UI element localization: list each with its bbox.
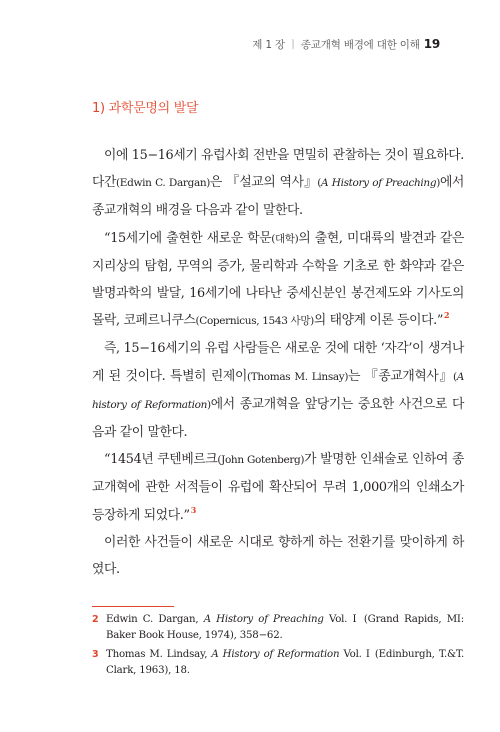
paragraph-2-text-a: “15세기에 출현한 새로운 학문: [104, 230, 272, 246]
paragraph-3-author-name: (Thomas M. Linsay): [246, 370, 349, 383]
paragraph-3: [92, 335, 464, 446]
paragraph-2-text-c: 의 출현, 미대륙의 발견과 같은 지리상의 탐험, 무역의 증가, 물리학과 수학을 기초로 한 화약과 같은 발명과학의 발달, 16세기에 나타난 중세신분인 봉건제도와 기사도의 몰락, 코페르니쿠스: [92, 230, 464, 329]
footnote-2-number: 2: [92, 614, 99, 625]
footnote-divider: [92, 606, 174, 607]
footnote-2-title: A History of Preaching: [203, 614, 324, 625]
footnote-2-details: Vol. Ⅰ (Grand Rapids, MI: Baker Book House, 1974), 358−62.: [106, 614, 464, 641]
paragraph-5: [92, 529, 464, 583]
paragraph-1-text-g: 에서 종교개혁의 배경을 다음과 같이 말한다.: [92, 175, 464, 219]
paragraph-3-paren-close: ): [206, 398, 211, 411]
paragraph-2-quote: [92, 225, 464, 336]
footnote-3: [92, 647, 464, 679]
paragraph-3-text-a: 즉, 15−16세기의 유럽 사람들은 새로운 것에 대한 ‘자각’이 생겨나게 된 것이다. 특별히 린제이: [92, 341, 464, 384]
paragraph-2-text-e: 의 태양계 이론 등이다.”: [313, 313, 444, 329]
paragraph-5-text-a: 이러한 사건들이 새로운 시대로 향하게 하는 전환기를 맞이하게 하였다.: [92, 534, 464, 578]
chapter-title: 종교개혁 배경에 대한 이해: [300, 39, 420, 51]
footnote-ref-3[interactable]: 3: [190, 504, 196, 515]
paragraph-4-text-c: 가 발명한 인쇄술로 인하여 종교개혁에 관한 서적들이 유럽에 확산되어 무려 1,000개의 인쇄소가 등장하게 되었다.”: [92, 452, 464, 523]
footnote-3-details: Vol. Ⅰ (Edinburgh, T.&T. Clark, 1963), 18.: [106, 649, 464, 676]
footnotes: [92, 612, 464, 682]
paragraph-3-book-title: A history of Reformation: [92, 370, 464, 411]
footnote-2: [92, 612, 464, 644]
paragraph-3-text-g: 에서 종교개혁을 앞당기는 중요한 사건으로 다음과 같이 말한다.: [92, 396, 464, 441]
paragraph-1: [92, 142, 464, 225]
paragraph-3-text-c: 는 『종교개혁사』: [348, 368, 454, 384]
paragraph-2-gloss: (대학): [271, 232, 299, 245]
section-heading: 1) 과학문명의 발달: [92, 101, 199, 116]
paragraph-2-copernicus-note: (Copernicus, 1543 사망): [195, 315, 314, 328]
paragraph-4-quote: [92, 446, 464, 529]
footnote-ref-2[interactable]: 2: [444, 310, 450, 321]
paragraph-1-paren-open: (: [317, 177, 321, 190]
footnote-3-number: 3: [92, 649, 99, 660]
paragraph-1-text-c: 은 『설교의 역사』: [210, 175, 318, 191]
footnote-3-title: A History of Reformation: [211, 649, 340, 660]
chapter-label: 제 1 장: [252, 39, 285, 51]
footnote-3-author: Thomas M. Lindsay,: [106, 649, 212, 660]
paragraph-3-paren-open: (: [453, 370, 457, 383]
paragraph-1-book-title: A History of Preaching: [320, 177, 437, 190]
paragraph-1-paren-close: ): [436, 177, 440, 190]
running-header: [252, 37, 440, 52]
footnote-2-author: Edwin C. Dargan,: [106, 614, 204, 625]
paragraph-4-text-a: “1454년 쿠텐베르크: [104, 452, 218, 468]
paragraph-1-author-name: (Edwin C. Dargan): [116, 177, 211, 190]
header-separator: ㅣ: [287, 39, 298, 51]
body-text: [92, 142, 464, 583]
paragraph-1-text-a: 이에 15−16세기 유럽사회 전반을 면밀히 관찰하는 것이 필요하다. 다간: [92, 148, 464, 191]
page-number: 19: [423, 37, 440, 51]
paragraph-4-inventor-name: (John Gotenberg): [217, 454, 305, 467]
